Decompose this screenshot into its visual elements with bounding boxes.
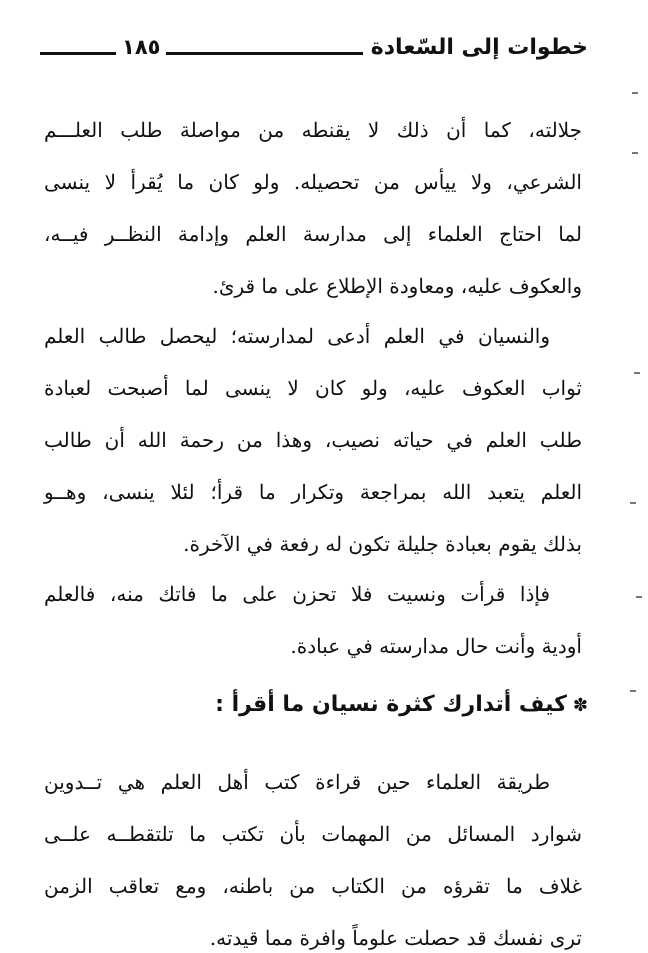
scan-mark xyxy=(632,152,638,154)
text-line: ثواب العكوف عليه، ولو كان لا ينسى لما أصبحت لعبادة xyxy=(44,376,582,400)
section-heading-text: كيف أتدارك كثرة نسيان ما أقرأ : xyxy=(215,692,567,717)
text-line: والعكوف عليه، ومعاودة الإطلاع على ما قرئ. xyxy=(212,274,582,298)
scan-mark xyxy=(634,372,640,374)
paragraph-2 xyxy=(44,310,582,570)
book-title: خطوات إلى السّعادة xyxy=(370,34,588,60)
text-line: الشرعي، ولا ييأس من تحصيله. ولو كان ما يُقرأ لا ينسى xyxy=(44,170,582,194)
page-number: ١٨٥ xyxy=(122,35,161,59)
text-line: غلاف ما تقرؤه من الكتاب من باطنه، ومع تعاقب الزمن xyxy=(44,874,583,898)
scan-mark xyxy=(630,502,636,504)
section-heading xyxy=(44,692,588,717)
text-line: أودية وأنت حال مدارسته في عبادة. xyxy=(290,634,582,658)
text-line: ترى نفسك قد حصلت علوماً وافرة مما قيدته. xyxy=(209,926,582,950)
running-header xyxy=(40,30,588,64)
text-line: والنسيان في العلم أدعى لمدارسته؛ ليحصل طالب العلم xyxy=(44,324,550,348)
scan-mark xyxy=(632,92,638,94)
text-line: جلالته، كما أن ذلك لا يقنطه من مواصلة طلب العلـــم xyxy=(44,118,582,142)
scan-mark xyxy=(630,690,636,692)
paragraph-1 xyxy=(44,104,582,312)
header-rule-right xyxy=(166,52,362,55)
star-icon: ✽ xyxy=(572,695,588,716)
paragraph-3 xyxy=(44,568,582,672)
scan-mark xyxy=(636,596,642,598)
text-line: بذلك يقوم بعبادة جليلة تكون له رفعة في الآخرة. xyxy=(183,532,582,556)
text-line: لما احتاج العلماء إلى مدارسة العلم وإدامة النظــر فيــه، xyxy=(44,222,582,246)
text-line: شوارد المسائل من المهمات بأن تكتب ما تلتقطــه علــى xyxy=(44,822,582,846)
header-rule-left xyxy=(40,52,116,55)
text-line: العلم يتعبد الله بمراجعة وتكرار ما قرأ؛ لئلا ينسى، وهــو xyxy=(44,480,582,504)
text-line: طلب العلم في حياته نصيب، وهذا من رحمة الله أن طالب xyxy=(44,428,582,452)
text-line: طريقة العلماء حين قراءة كتب أهل العلم هي تــدوين xyxy=(44,770,550,794)
text-line: فإذا قرأت ونسيت فلا تحزن على ما فاتك منه، فالعلم xyxy=(44,582,551,606)
section-paragraph xyxy=(44,756,582,953)
